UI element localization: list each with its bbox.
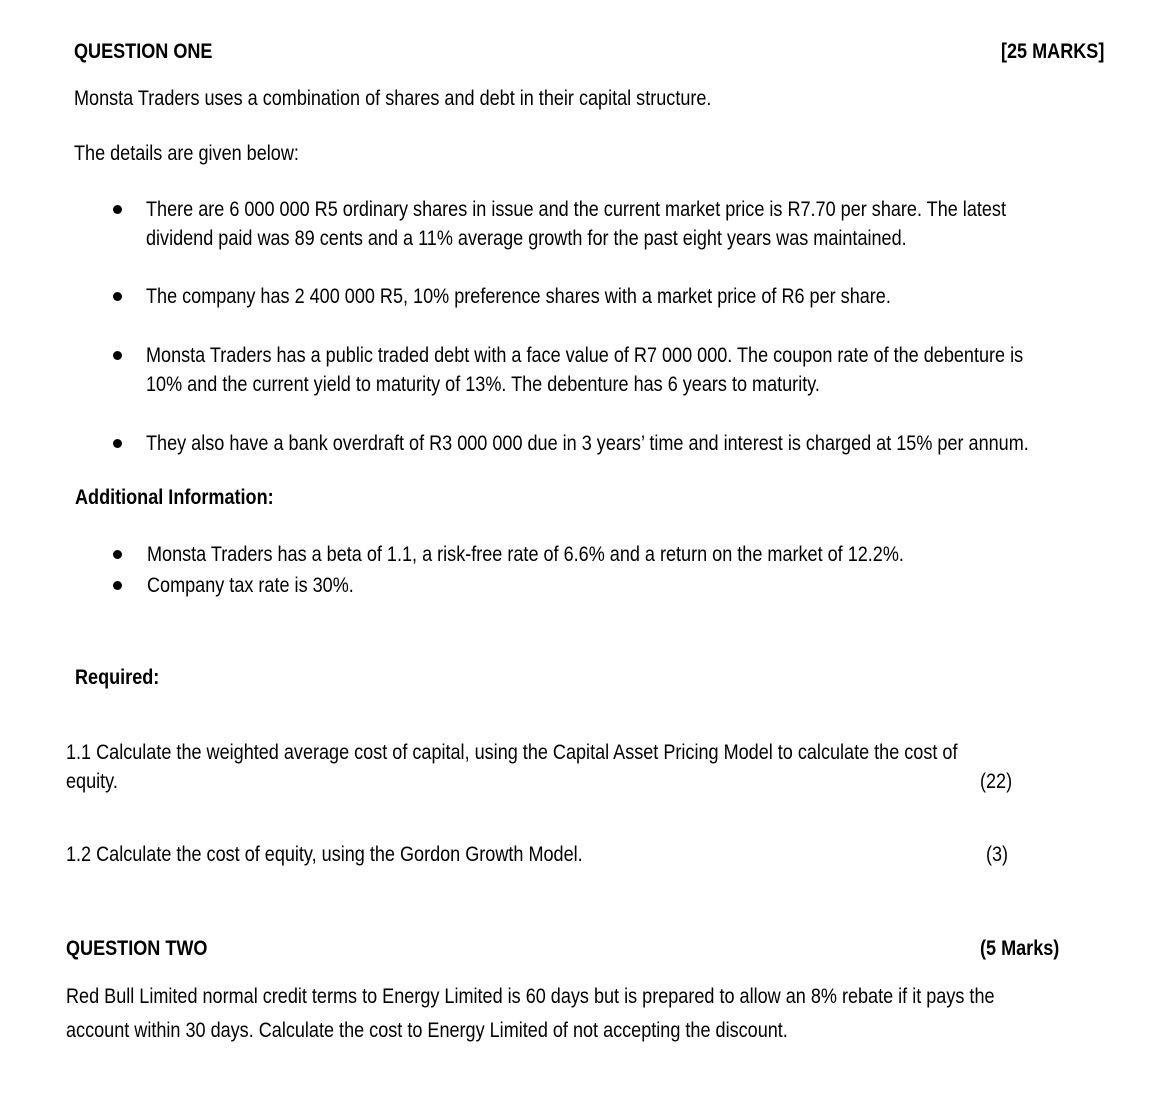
- bullet-1-line-1: There are 6 000 000 R5 ordinary shares in issue and the current market price is R7.70 per share. The latest: [146, 198, 1006, 221]
- bullet-icon: [113, 351, 122, 360]
- bullet-1-line-2: dividend paid was 89 cents and a 11% average growth for the past eight years was maintained.: [146, 227, 907, 250]
- requirement-2: 1.2 Calculate the cost of equity, using the Gordon Growth Model.: [66, 843, 583, 866]
- required-heading: Required:: [75, 666, 160, 689]
- bullet-2-line-1: The company has 2 400 000 R5, 10% preference shares with a market price of R6 per share.: [146, 285, 891, 308]
- bullet-3-line-1: Monsta Traders has a public traded debt with a face value of R7 000 000. The coupon rate of the debenture is: [146, 344, 1024, 367]
- bullet-4-line-1: They also have a bank overdraft of R3 000 000 due in 3 years’ time and interest is charged at 15% per annum.: [146, 432, 1029, 455]
- requirement-1-line-2: equity.: [66, 770, 118, 793]
- question-one-marks: [25 MARKS]: [1001, 40, 1105, 63]
- requirement-1-marks: (22): [980, 770, 1013, 793]
- bullet-icon: [113, 205, 122, 214]
- question-two-marks: (5 Marks): [980, 937, 1060, 960]
- intro-text: Monsta Traders uses a combination of shares and debt in their capital structure.: [74, 87, 712, 110]
- bullet-icon: [113, 439, 122, 448]
- bullet-icon: [113, 550, 122, 559]
- question-two-line-2: account within 30 days. Calculate the cost to Energy Limited of not accepting the discount.: [66, 1019, 788, 1042]
- details-lead: The details are given below:: [74, 142, 299, 165]
- bullet-3-line-2: 10% and the current yield to maturity of 13%. The debenture has 6 years to maturity.: [146, 373, 820, 396]
- additional-info-heading: Additional Information:: [75, 486, 274, 509]
- bullet-icon: [113, 292, 122, 301]
- additional-item-2: Company tax rate is 30%.: [147, 574, 354, 597]
- question-one-heading: QUESTION ONE: [74, 40, 213, 63]
- question-two-line-1: Red Bull Limited normal credit terms to Energy Limited is 60 days but is prepared to allow an 8% rebate if it pays the: [66, 985, 995, 1008]
- bullet-icon: [113, 581, 122, 590]
- requirement-2-marks: (3): [986, 843, 1009, 866]
- requirement-1-line-1: 1.1 Calculate the weighted average cost of capital, using the Capital Asset Pricing Model to calculate the cost of: [66, 741, 958, 764]
- additional-item-1: Monsta Traders has a beta of 1.1, a risk-free rate of 6.6% and a return on the market of 12.2%.: [147, 543, 904, 566]
- question-two-heading: QUESTION TWO: [66, 937, 208, 960]
